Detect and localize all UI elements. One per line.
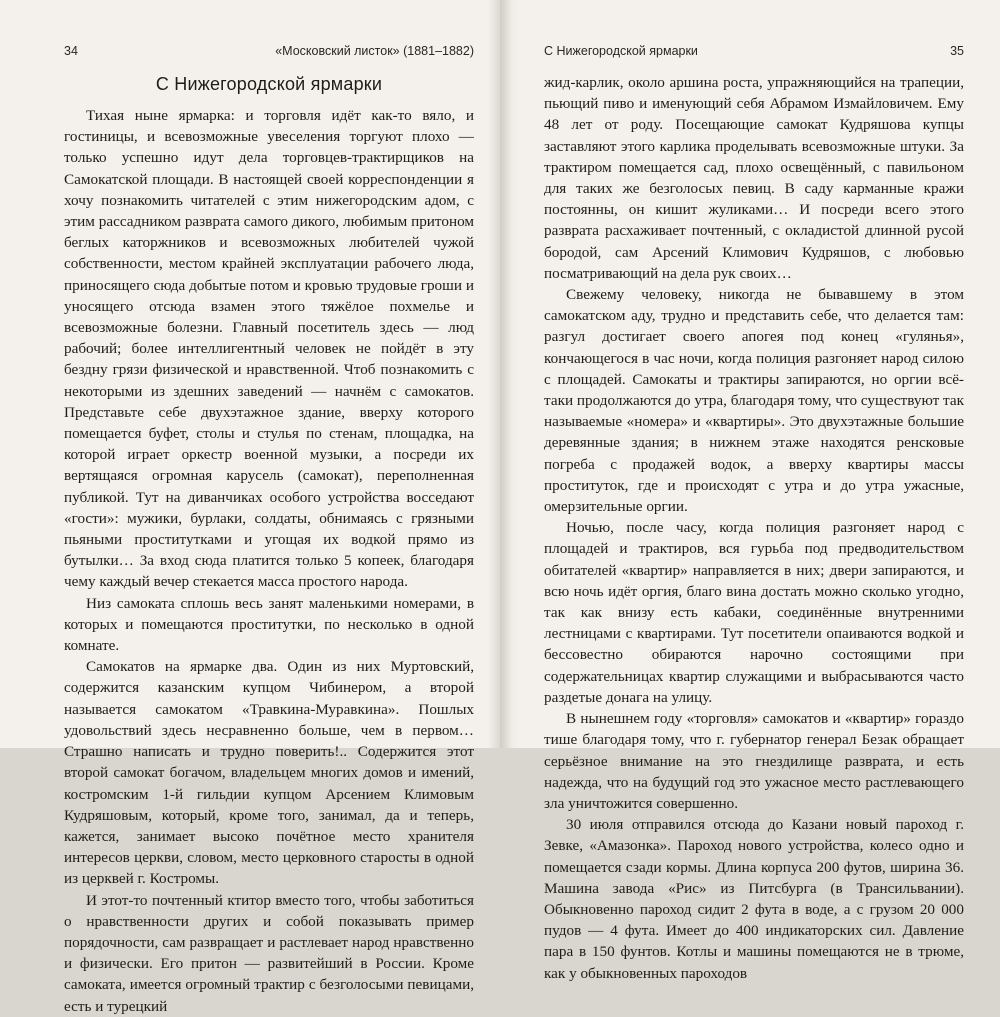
right-running-head (544, 44, 964, 62)
paragraph: Свежему человеку, никогда не бывавшему в этом самокатском аду, трудно и представить себе, что делается там: разгул достигает своего апогея под конец «гулянья», кончающегося в час ночи, когда полиция разгоняет народ силою с площадей. Самокаты и трактиры запираются, но оргии всё-таки продолжаются до утра, благодаря тому, что существуют так называемые «номера» и «квартиры». Это двухэтажные большие деревянные здания; в нижнем этаже находятся ренсковые погреба с продажей водок, а вверху квартиры массы проституток, где и происходят с утра и до утра ужасные, омерзительные оргии. (544, 286, 964, 516)
paragraph: И этот-то почтенный ктитор вместо того, чтобы заботиться о нравственности других и собой показывать пример порядочности, сам развращает и растлевает народ нравственно и физически. Его притон — развитейший в России. Кроме самоката, имеется огромный трактир с безголосыми певицами, есть и турецкий (64, 891, 474, 1015)
paragraph: Тихая ныне ярмарка: и торговля идёт как-то вяло, и гостиницы, и всевозможные увеселения торгуют плохо — только успешно идут дела торговцев-трактирщиков на Самокатской площади. В настоящей своей корреспонденции я хочу познакомить читателей с этим нижегородским адом, с этим рассадником разврата самого дикого, любимым притоном беглых каторжников и всевозможных любителей чужой собственности, местом крайней эксплуатации рабочего люда, приносящего сюда добытые потом и кровью трудовые гроши и уносящего отсюда взамен этого тяжёлое похмелье и всевозможные болезни. Главный посетитель здесь — люд рабочий; более интеллигентный человек не пойдёт в эту бездну грязи физической и нравственной. Чтоб познакомить с некоторыми из здешних заведений — начнём с самокатов. Представьте себе двухэтажное здание, вверху которого помещается буфет, столы и стулья по стенам, площадка, на которой играет оркестр военной музыки, а посреди их вертящаяся огромная карусель (самокат), переполненная публикой. Тут на диванчиках особого устройства восседают «гости»: мужики, бурлаки, солдаты, обнимаясь с грязными пьяными проститутками и угощая их водкой прямо из бутылки… За вход сюда платится только 5 копеек, благодаря чему каждый вечер стекается масса простого народа. (64, 107, 474, 591)
paragraph: 30 июля отправился отсюда до Казани новый пароход г. Зевке, «Амазонка». Пароход нового устройства, колесо одно и помещается сзади кормы. Длина корпуса 200 футов, ширина 36. Машина завода «Рис» из Питсбурга (в Трансильвании). Обыкновенно пароход сидит 2 фута в воде, а с грузом 20 000 пудов — 4 фута. Имеет до 400 индикаторских сил. Давление пара в 150 фунтов. Котлы и машины помещаются не в трюме, как у обыкновенных пароходов (544, 816, 964, 982)
right-page (500, 0, 1000, 982)
section-title: С Нижегородской ярмарки (155, 74, 383, 94)
right-body-text (544, 72, 964, 984)
left-page-number: 34 (64, 44, 78, 58)
right-running-title: С Нижегородской ярмарки (544, 44, 698, 58)
paragraph: В нынешнем году «торговля» самокатов и «квартир» гораздо тише благодаря тому, что г. губернатор генерал Безак обращает серьёзное внимание на это гнездилище разврата, и есть надежда, что на будущий год это ужасное место растлевающего зла уничтожится совершенно. (544, 710, 964, 812)
left-running-title: «Московский листок» (1881–1882) (275, 44, 474, 58)
paragraph: жид-карлик, около аршина роста, упражняющийся на трапеции, пьющий пиво и именующий себя Абрамом Измайловичем. Ему 48 лет от роду. Посещающие самокат Кудряшова купцы заставляют этого карлика проделывать всевозможные штуки. За трактиром помещается сад, плохо освещённый, с павильоном для таких же безголосых певиц. В саду карманные кражи постоянны, он кишит жуликами… И посреди всего этого разврата расхаживает почтенный, с окладистой длинной русой бородой, сам Арсений Климович Кудряшов, с любовью посматривающий на дела рук своих… (544, 74, 964, 282)
paragraph: Ночью, после часу, когда полиция разгоняет народ с площадей и трактиров, вся гурьба под предводительством обитателей «квартир» направляется в них; двери запираются, и всю ночь идёт оргия, благо вина достать можно сколько угодно, так как внизу есть кабаки, соединённые внутренними лестницами с квартирами. Тут посетители опаиваются водкой и бессовестно обираются нарочно состоящими при содержательницах квартир служащими и выбрасываются часто раздетые донага на улицу. (544, 519, 964, 706)
paragraph: Самокатов на ярмарке два. Один из них Муртовский, содержится казанским купцом Чибинером, а второй называется самокатом «Травкина-Муравкина». Пошлых удовольствий здесь несравненно больше, чем в первом… Страшно написать и трудно поверить!.. Содержится этот второй самокат богачом, владельцем многих домов и имений, костромским 1-й гильдии купцом Арсением Климовым Кудряшовым, который, кроме того, занимал, да и теперь, кажется, занимает высоко почётное место хранителя интересов церкви, словом, место церковного старосты в одной из церквей г. Костромы. (64, 658, 474, 888)
right-page-number: 35 (950, 44, 964, 58)
paragraph: Низ самоката сплошь весь занят маленькими номерами, в которых и помещаются проститутки, по несколько в одной комнате. (64, 594, 474, 655)
book-gutter (488, 0, 512, 748)
left-running-head (64, 44, 474, 62)
left-body-text (64, 105, 474, 1017)
left-page (0, 0, 500, 1015)
